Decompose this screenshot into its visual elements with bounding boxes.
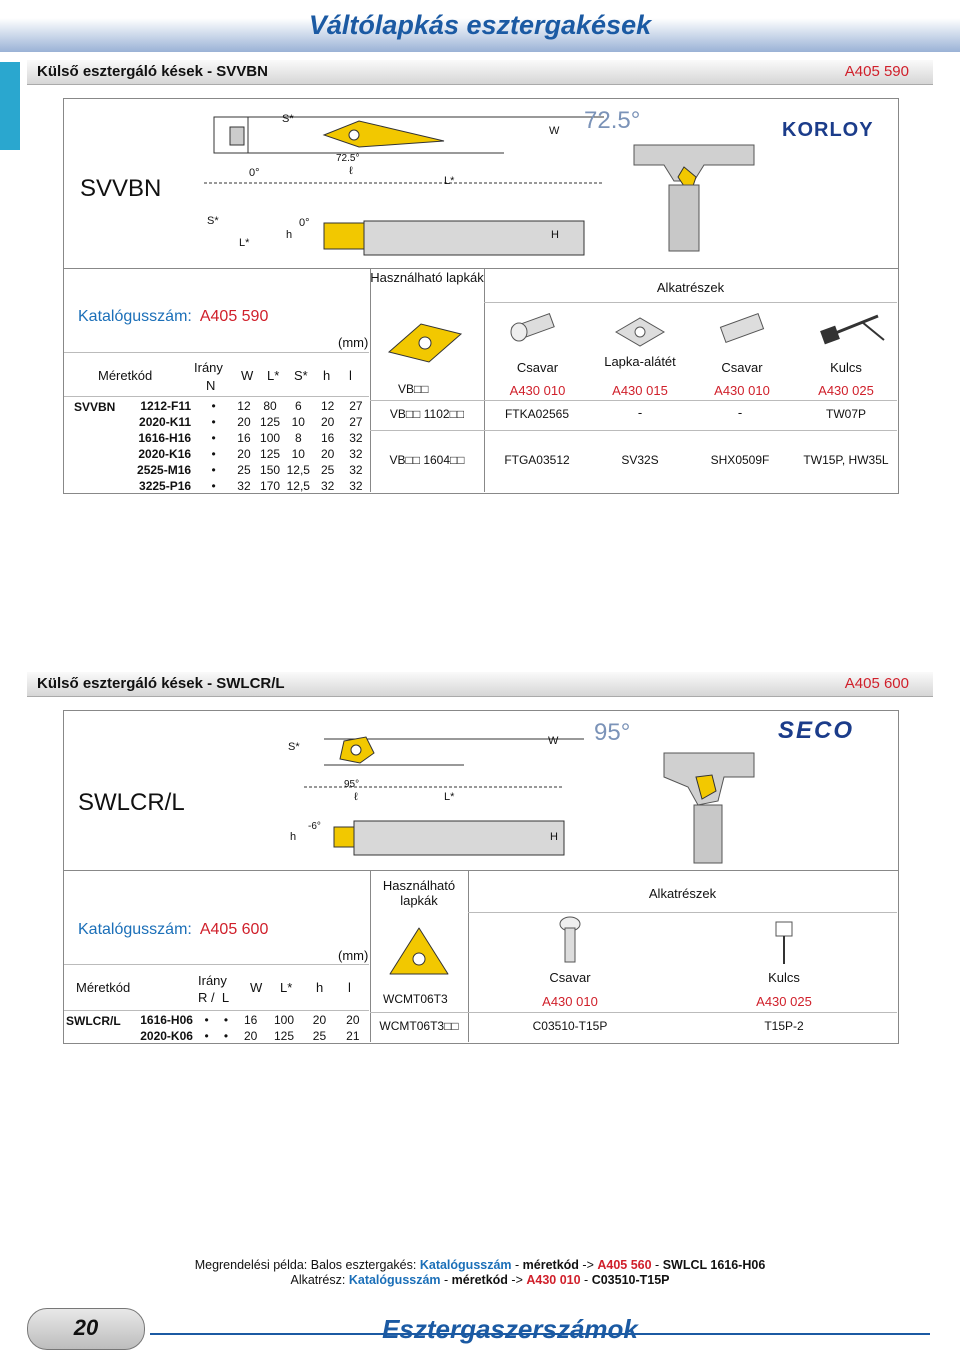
dim-L2: L* [239,237,250,249]
header-irany-rl: R / L [198,990,230,1005]
order-value: C03510-T15P [591,1273,670,1287]
insert-vb-icon [385,318,465,368]
header-l-small: l [349,368,352,383]
header-l: L* [267,368,280,383]
table-row: 1616-H06 • • 16 100 20 20 [126,1012,369,1028]
screw-icon [555,914,585,968]
header-alkatreszek: Alkatrészek [656,280,725,295]
dim-s2: S* [207,215,219,227]
tool-photo [624,135,764,255]
insert-row-1-part4: TW07P [825,407,866,421]
section-header-svvbn [27,60,933,85]
order-prefix: Megrendelési példa: Balos esztergakés: [194,1258,420,1272]
dim-L: L* [444,791,455,803]
insert-row: WCMT06T3□□ [379,1019,459,1033]
dim-6deg: -6° [308,821,321,832]
order-meretkod: méretkód [522,1258,579,1272]
order-sep: - [440,1273,452,1287]
dim-h: h [290,831,297,843]
part1-code: A430 010 [509,383,566,398]
header-hasznalhato: Használható lapkák [382,878,456,908]
part3-code: A430 010 [714,383,770,398]
table-row: 1212-F11 • 12 80 6 12 27 [119,398,369,414]
section-code: A405 590 [844,63,909,80]
key-icon [818,306,888,350]
page-header [0,0,960,52]
header-h: h [316,980,324,995]
dim-H: H [550,831,558,843]
order-arrow: -> [578,1258,598,1272]
spec-rows [119,398,369,494]
section-title: Külső esztergáló kések - SVVBN [37,63,268,80]
section-title: Külső esztergáló kések - SWLCR/L [37,675,285,692]
screw-icon-2 [712,308,772,348]
series-name: SWLCR/L [66,1014,121,1028]
table-row: 1616-H16 • 16 100 8 16 32 [119,430,369,446]
brand-logo: KORLOY [782,119,874,141]
insert-row-1-part2: - [637,405,643,420]
order-arrow: -> [507,1273,527,1287]
header-irany: Irány [198,973,227,988]
tool-drawing-panel [63,98,899,270]
order-value: SWLCL 1616-H06 [662,1258,766,1272]
tool-drawing-panel-2 [63,710,899,872]
table-row: 2020-K16 • 20 125 10 20 32 [119,446,369,462]
order-code: A405 560 [597,1258,652,1272]
dim-H: H [551,229,559,241]
part4-code: A430 025 [818,383,874,398]
dim-W: W [548,735,559,747]
catalog-number [78,308,268,326]
dim-L: L* [444,175,455,187]
part1-name: Csavar [516,360,559,375]
catalog-code: A405 590 [199,308,269,325]
approach-angle: 72.5° [584,107,641,134]
header-alkatreszek: Alkatrészek [648,886,717,901]
dimension-table-2 [64,964,369,1042]
page-number-badge [27,1308,145,1350]
order-example-line2 [100,1273,860,1287]
section-header-swlcr [27,672,933,697]
section-code: A405 600 [844,675,909,692]
header-l: L* [280,980,293,995]
header-meretkod: Méretkód [98,368,153,383]
dimension-drawing [204,103,604,263]
insert-wcmt-icon [384,924,454,988]
order-sep: - [651,1258,663,1272]
page-title: Váltólapkás esztergakések [308,10,652,40]
side-tab-marker [0,62,20,150]
part2-name: Lapka-alátét [604,354,676,369]
insert-label: WCMT06T3 [383,992,448,1006]
catalog-label: Katalógusszám: [78,921,192,938]
approach-angle: 95° [594,719,631,746]
order-katalog: Katalógusszám [348,1273,441,1287]
series-name: SVVBN [74,400,116,414]
insert-row-1-part3: - [737,405,743,420]
insert-row-1-part1: FTKA02565 [504,407,570,421]
screw-icon [505,308,565,348]
header-w: W [250,980,263,995]
order-sep: - [580,1273,592,1287]
key-icon [770,916,800,966]
dim-0deg: 0° [249,167,260,179]
unit-mm: (mm) [338,948,369,963]
dimension-table [64,352,369,492]
catalog-label: Katalógusszám: [78,308,192,325]
header-s: S* [294,368,308,383]
insert-row-2: VB□□ 1604□□ [389,453,465,467]
tool-name: SWLCR/L [78,789,185,816]
insert-row-part2: T15P-2 [764,1019,804,1033]
catalog-code: A405 600 [199,921,269,938]
table-row: 3225-P16 • 32 170 12,5 32 32 [119,478,369,494]
header-meretkod: Méretkód [76,980,131,995]
dim-l: ℓ [349,165,353,177]
header-h: h [323,368,331,383]
order-example-line1 [100,1258,860,1272]
header-l-small: l [348,980,351,995]
dim-l: ℓ [354,791,358,803]
order-meretkod: méretkód [451,1273,508,1287]
table-row: 2525-M16 • 25 150 12,5 25 32 [119,462,369,478]
part1-name: Csavar [549,970,591,985]
part4-name: Kulcs [830,360,862,375]
insert-row-2-part3: SHX0509F [710,453,770,467]
page-number: 20 [73,1315,99,1340]
dim-95deg: 95° [344,779,360,790]
insert-row-2-part1: FTGA03512 [504,453,570,467]
table-row: 2020-K06 • • 20 125 25 21 [126,1028,369,1044]
order-sep: - [511,1258,523,1272]
part2-name: Kulcs [768,970,800,985]
insert-row-part1: C03510-T15P [532,1019,608,1033]
order-code: A430 010 [526,1273,581,1287]
dim-W: W [549,125,560,137]
brand-logo: SECO [778,717,855,744]
header-hasznalhato: Használható lapkák [370,270,484,285]
insert-row-2-part4: TW15P, HW35L [803,453,889,467]
header-w: W [241,368,254,383]
dim-s: S* [288,741,300,753]
unit-mm: (mm) [338,335,369,350]
tool-name: SVVBN [80,175,162,202]
header-irany: Irány [194,360,223,375]
part2-code: A430 015 [612,383,668,398]
order-katalog: Katalógusszám [419,1258,512,1272]
insert-label: VB□□ [398,382,429,396]
dim-h: h [286,229,293,241]
catalog-number [78,921,268,939]
order-prefix: Alkatrész: [290,1273,349,1287]
footer-title: Esztergaszerszámok [382,1314,638,1344]
dim-72deg: 72.5° [336,153,360,164]
shim-icon [610,312,670,352]
spec-rows-2 [126,1012,369,1044]
header-irany-n: N [206,378,216,393]
part2-code: A430 025 [756,994,812,1009]
dim-0deg-b: 0° [299,217,310,229]
dim-s: S* [282,113,294,125]
part3-name: Csavar [721,360,763,375]
part1-code: A430 010 [542,994,598,1009]
insert-row-1: VB□□ 1102□□ [389,407,465,421]
tool-photo-2 [654,747,764,867]
table-row: 2020-K11 • 20 125 10 20 27 [119,414,369,430]
insert-row-2-part2: SV32S [621,453,659,467]
